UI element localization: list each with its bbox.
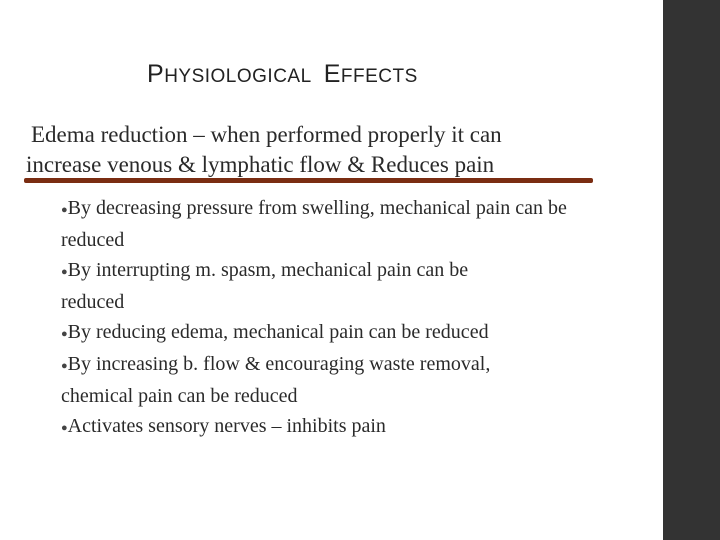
bullet-item: [61, 349, 681, 411]
lead-paragraph: [26, 120, 646, 180]
bullet-dot-icon: ●: [61, 266, 68, 278]
bullet-item: [61, 193, 681, 255]
title-rest-2: FFECTS: [340, 66, 418, 87]
lead-line-1: Edema reduction – when performed properly it can: [31, 122, 502, 147]
bullet-list: [61, 193, 681, 443]
bullet-dot-icon: ●: [61, 422, 68, 434]
bullet-text: By increasing b. flow & encouraging waste removal,: [67, 353, 491, 375]
bullet-text-cont: reduced: [61, 291, 125, 313]
lead-line-2: increase venous & lymphatic flow & Reduces pain: [26, 152, 495, 177]
bullet-item: [61, 411, 681, 443]
title-rest-1: HYSIOLOGICAL: [164, 66, 312, 87]
title-initial-1: P: [147, 60, 165, 88]
bullet-text-cont: reduced: [61, 229, 125, 251]
bullet-text: Activates sensory nerves – inhibits pain: [67, 415, 386, 437]
bullet-dot-icon: ●: [61, 360, 68, 372]
bullet-text: By reducing edema, mechanical pain can be reduced: [67, 321, 489, 343]
slide-title: [147, 60, 418, 89]
bullet-dot-icon: ●: [61, 204, 68, 216]
lead-underline: [24, 178, 593, 183]
bullet-text: By interrupting m. spasm, mechanical pain can be: [67, 259, 469, 281]
side-bar: [663, 0, 720, 540]
bullet-text: By decreasing pressure from swelling, mechanical pain can be: [67, 197, 567, 219]
bullet-dot-icon: ●: [61, 328, 68, 340]
bullet-item: [61, 317, 681, 349]
title-initial-2: E: [323, 60, 341, 88]
bullet-item: [61, 255, 681, 317]
bullet-text-cont: chemical pain can be reduced: [61, 385, 298, 407]
